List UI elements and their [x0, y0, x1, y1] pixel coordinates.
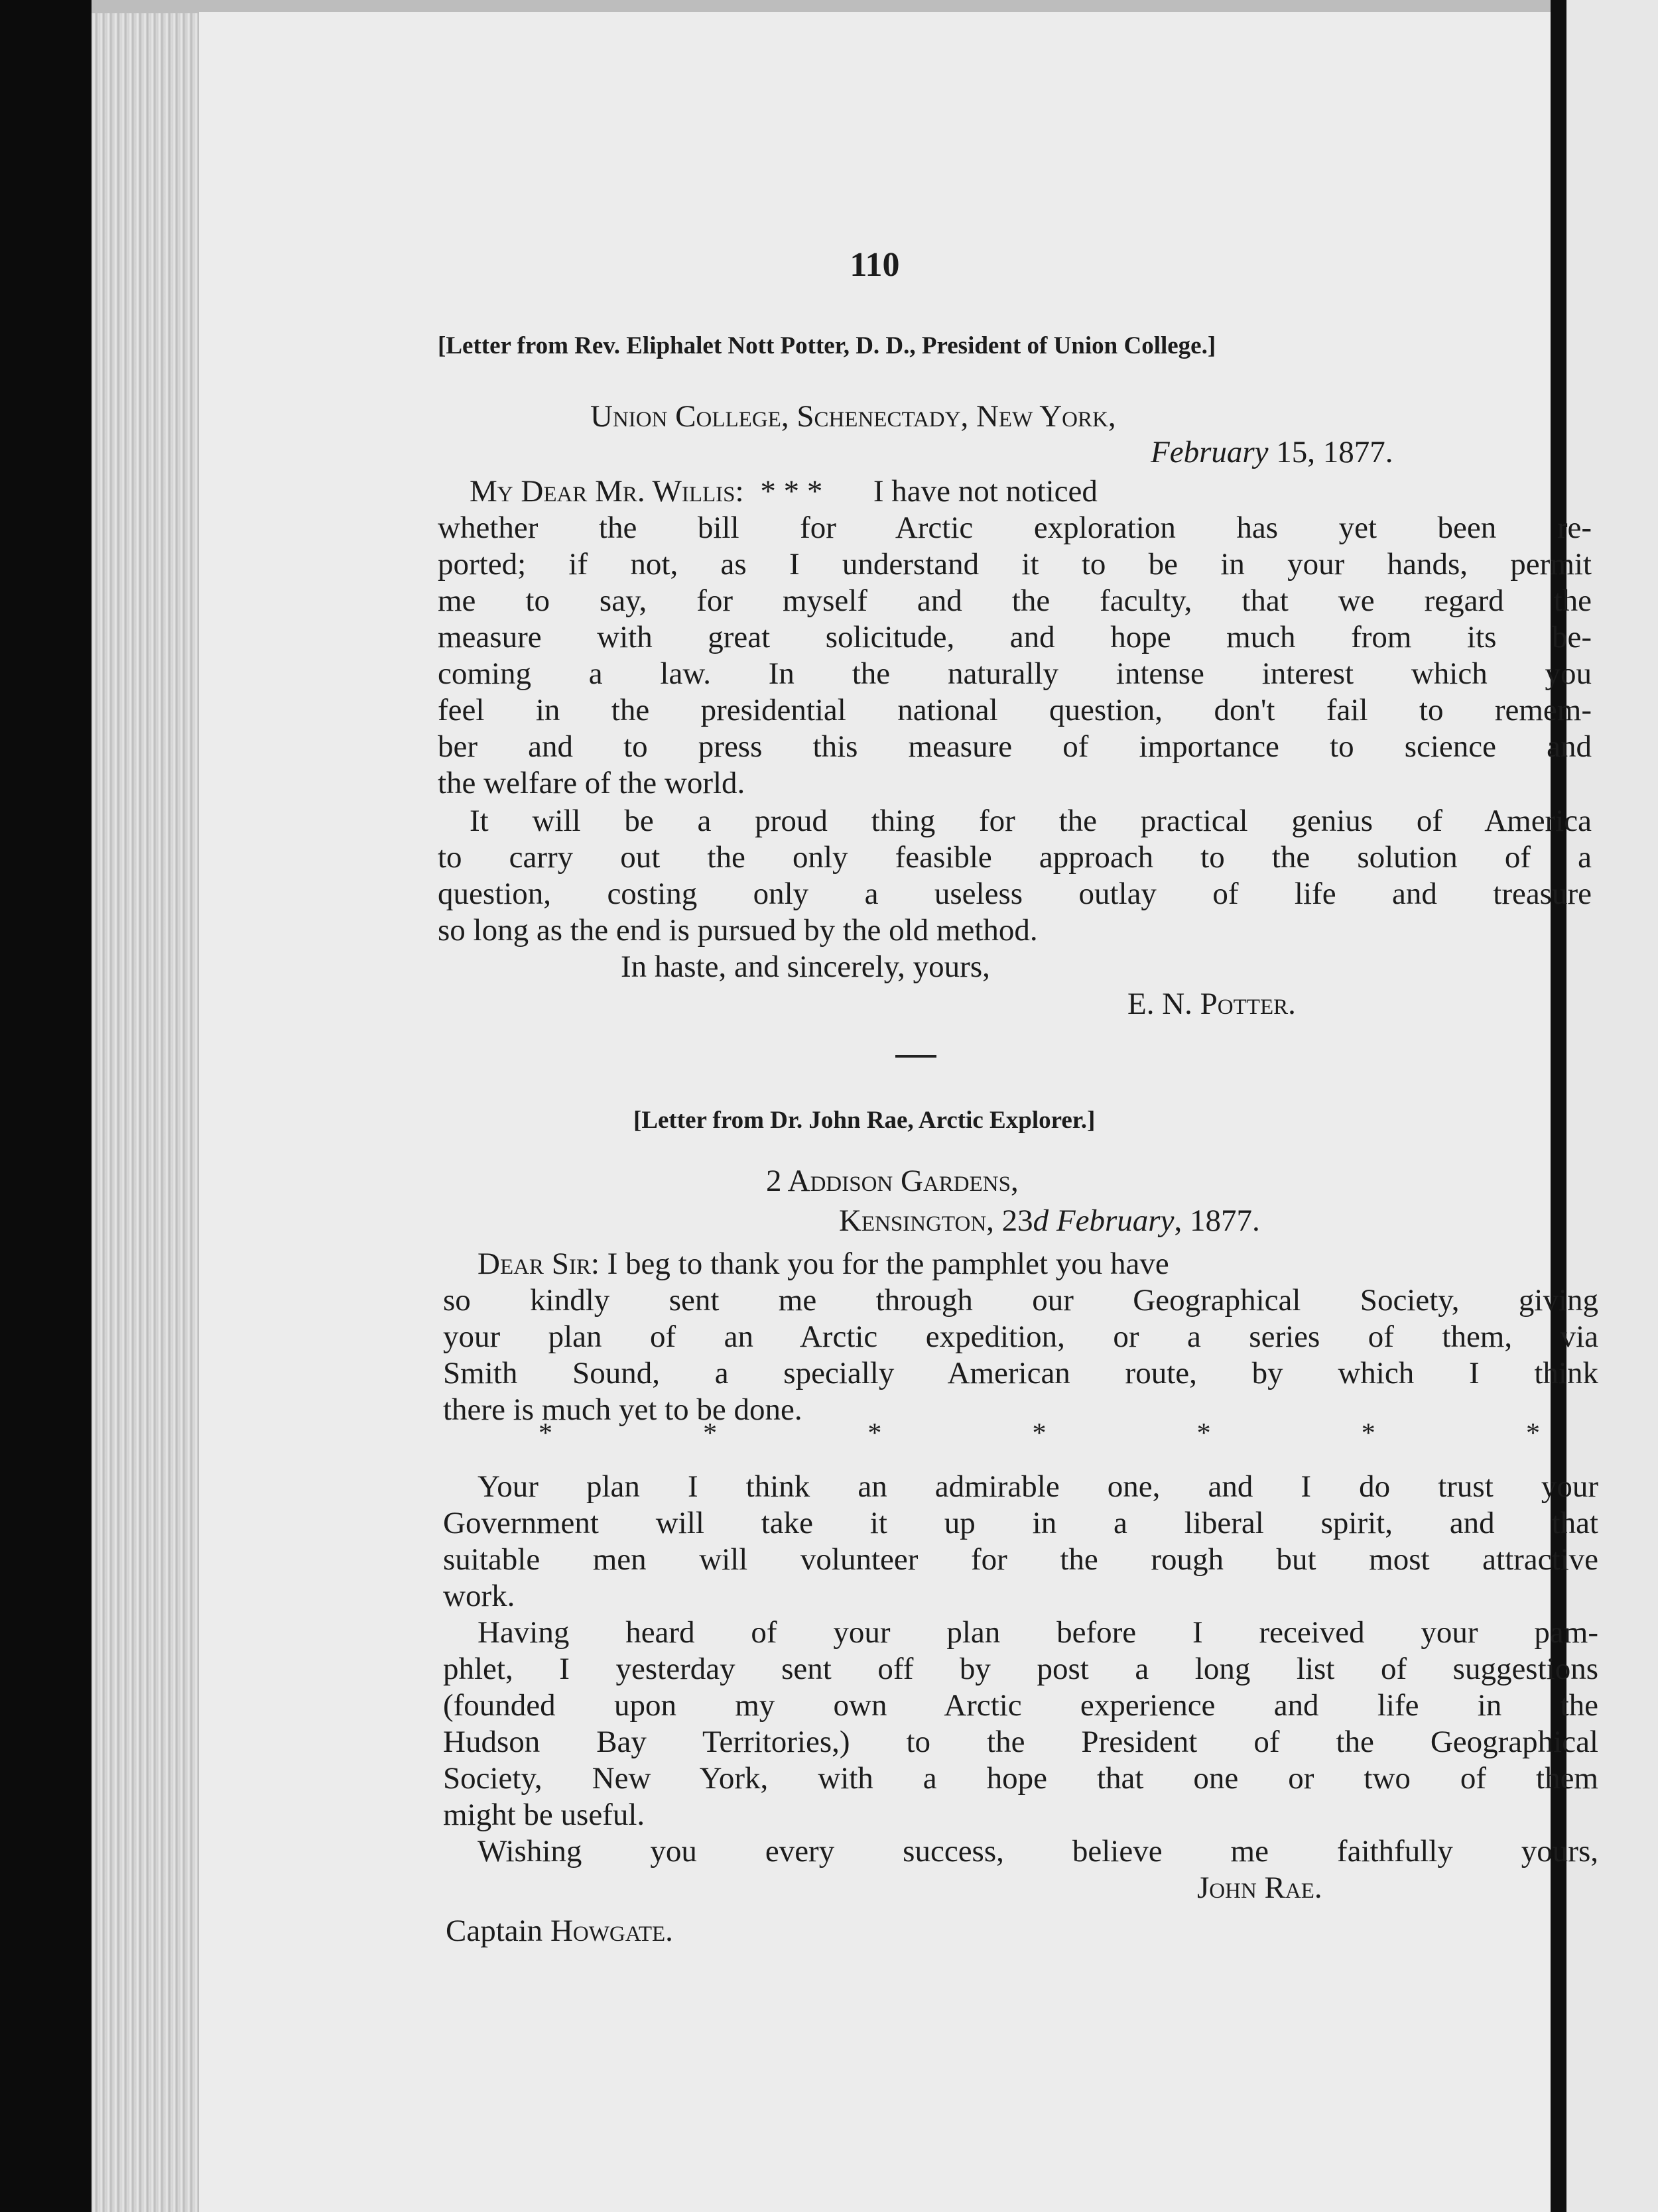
- letter1-p2-line-0: It will be a proud thing for the practical genius of America: [470, 804, 1592, 838]
- asterism-star: *: [703, 1418, 718, 1449]
- facing-page-edge: [1566, 0, 1658, 2212]
- letter2-p3-line-0: Having heard of your plan before I received your pam-: [478, 1615, 1598, 1650]
- asterism-star: *: [539, 1418, 552, 1449]
- letter1-heading-note: [Letter from Rev. Eliphalet Nott Potter, D. D., President of Union College.]: [438, 332, 1216, 359]
- letter1-p1-line-7: ber and to press this measure of importance to science and: [438, 729, 1592, 764]
- letter2-address-place: Kensington, 23: [839, 1203, 1033, 1238]
- letter2-address-month: February: [1049, 1203, 1175, 1238]
- asterism-star: *: [867, 1418, 882, 1449]
- letter2-address-suffix: d: [1033, 1203, 1049, 1238]
- letter1-closing: In haste, and sincerely, yours,: [621, 950, 990, 984]
- letter2-addressee-prefix: Captain: [446, 1914, 550, 1948]
- letter1-p1-line-3: me to say, for myself and the faculty, that we regard the: [438, 584, 1592, 618]
- book-page: [199, 12, 1598, 2212]
- letter1-date-rest: 15, 1877.: [1268, 435, 1393, 469]
- letter2-p3-line-5: might be useful.: [443, 1798, 645, 1832]
- page-text: [199, 12, 1598, 2212]
- page-number: 110: [850, 246, 900, 284]
- page-top-edge: [92, 0, 1551, 13]
- letter2-heading-note: [Letter from Dr. John Rae, Arctic Explorer.]: [633, 1107, 1096, 1134]
- letter2-address-line2: [839, 1202, 1260, 1239]
- letter1-address: Union College, Schenectady, New York,: [590, 399, 1116, 434]
- letter2-p3-line-3: Hudson Bay Territories,) to the President of the Geographical: [443, 1725, 1598, 1759]
- letter2-addressee: [446, 1912, 673, 1949]
- asterism-star: *: [1032, 1418, 1047, 1449]
- page-edges: [92, 0, 201, 2212]
- asterism: [539, 1418, 1540, 1449]
- letter1-signature: E. N. Potter.: [1127, 987, 1296, 1021]
- letter1-date: [1151, 434, 1393, 471]
- letter1-asterisks: * * *: [760, 474, 823, 509]
- letter2-p1-line-0: so kindly sent me through our Geographical Society, giving: [443, 1283, 1598, 1318]
- book-gutter: [1551, 0, 1566, 2212]
- letter2-addressee-name: Howgate.: [550, 1914, 673, 1948]
- letter1-p1-line-6: feel in the presidential national question, don't fail to remem-: [438, 693, 1592, 727]
- letter2-p2-line-3: work.: [443, 1579, 515, 1613]
- letter2-signature: John Rae.: [1197, 1871, 1322, 1905]
- letter2-p2-line-1: Government will take it up in a liberal spirit, and that: [443, 1506, 1598, 1540]
- letter1-date-month: February: [1151, 435, 1269, 469]
- letter2-address-line1: 2 Addison Gardens,: [766, 1164, 1019, 1198]
- letter1-p1-line-8: the welfare of the world.: [438, 766, 745, 800]
- asterism-star: *: [1196, 1418, 1211, 1449]
- letter2-p3-line-1: phlet, I yesterday sent off by post a long list of suggestions: [443, 1652, 1598, 1686]
- letter1-p1-line-4: measure with great solicitude, and hope much from its be-: [438, 620, 1592, 654]
- letter1-p1-line-2: ported; if not, as I understand it to be in your hands, permit: [438, 547, 1592, 582]
- asterism-star: *: [1525, 1418, 1540, 1449]
- letter1-p1-line-0: I have not noticed: [873, 474, 1098, 509]
- letter2-p2-line-2: suitable men will volunteer for the rough but most attractive: [443, 1542, 1598, 1577]
- letter1-salutation-line: [470, 473, 1098, 510]
- letter1-p1-line-5: coming a law. In the naturally intense interest which you: [438, 656, 1592, 691]
- letter2-closing: Wishing you every success, believe me faithfully yours,: [478, 1834, 1598, 1869]
- letter2-salutation: Dear Sir:: [478, 1247, 600, 1281]
- letter2-address-year: , 1877.: [1174, 1203, 1260, 1238]
- asterism-star: *: [1361, 1418, 1375, 1449]
- letter2-p2-line-0: Your plan I think an admirable one, and I do trust your: [478, 1469, 1598, 1504]
- letter1-salutation: My Dear Mr. Willis:: [470, 474, 744, 509]
- letter2-p3-line-4: Society, New York, with a hope that one or two of them: [443, 1761, 1598, 1796]
- letter2-p1-line-1: your plan of an Arctic expedition, or a series of them, via: [443, 1320, 1598, 1354]
- letter2-p1-line-2: Smith Sound, a specially American route, by which I think: [443, 1356, 1598, 1390]
- scan-background: [0, 0, 93, 2212]
- letter2-p3-line-2: (founded upon my own Arctic experience and life in the: [443, 1688, 1598, 1723]
- letter1-p2-line-2: question, costing only a useless outlay of life and treasure: [438, 877, 1592, 911]
- letter2-salutation-line: [478, 1245, 1169, 1282]
- letter1-p2-line-3: so long as the end is pursued by the old method.: [438, 913, 1038, 948]
- letter2-p1-first: I beg to thank you for the pamphlet you have: [607, 1247, 1169, 1281]
- letter1-p1-line-1: whether the bill for Arctic exploration has yet been re-: [438, 511, 1592, 545]
- letter1-p2-line-1: to carry out the only feasible approach to the solution of a: [438, 840, 1592, 875]
- letter2-p1-line-3: there is much yet to be done.: [443, 1392, 802, 1427]
- section-separator: [895, 1055, 936, 1058]
